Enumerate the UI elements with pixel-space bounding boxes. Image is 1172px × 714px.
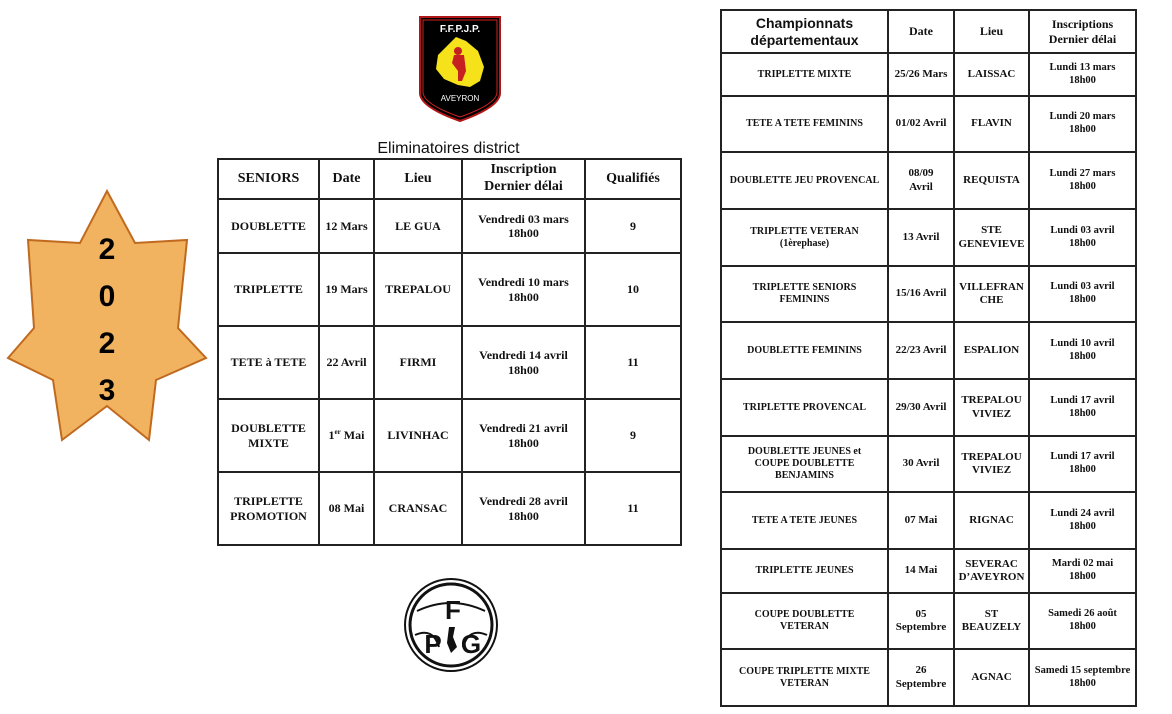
- table-header-row: [218, 159, 681, 199]
- table-row: [218, 326, 681, 399]
- table-row: [721, 549, 1136, 593]
- inscription-cell: Lundi 17 avril 18h00: [1029, 379, 1136, 436]
- svg-text:AVEYRON: AVEYRON: [440, 94, 480, 103]
- inscription-cell: Vendredi 03 mars 18h00: [462, 199, 585, 253]
- date-cell: 08/09 Avril: [888, 152, 954, 209]
- qualifies-cell: 9: [585, 199, 681, 253]
- lieu-cell: ESPALION: [954, 322, 1029, 379]
- date-cell: 1er Mai: [319, 399, 374, 472]
- header-qualifies: Qualifiés: [585, 159, 681, 199]
- lieu-cell: ST BEAUZELY: [954, 593, 1029, 649]
- category-cell: TETE A TETE JEUNES: [721, 492, 888, 549]
- category-cell: TRIPLETTE: [218, 253, 319, 326]
- category-cell: TRIPLETTE PROVENCAL: [721, 379, 888, 436]
- date-cell: 05 Septembre: [888, 593, 954, 649]
- qualifies-cell: 10: [585, 253, 681, 326]
- date-cell: 07 Mai: [888, 492, 954, 549]
- lieu-cell: SEVERAC D’AVEYRON: [954, 549, 1029, 593]
- category-cell: TRIPLETTE PROMOTION: [218, 472, 319, 545]
- lieu-cell: TREPALOU: [374, 253, 462, 326]
- header-seniors: SENIORS: [218, 159, 319, 199]
- date-cell: 22/23 Avril: [888, 322, 954, 379]
- table-row: [721, 152, 1136, 209]
- year-digit: 3: [98, 374, 116, 407]
- qualifies-cell: 9: [585, 399, 681, 472]
- inscription-cell: Lundi 03 avril 18h00: [1029, 266, 1136, 322]
- inscription-cell: Lundi 17 avril 18h00: [1029, 436, 1136, 492]
- year-digit: 0: [98, 280, 116, 313]
- lieu-cell: FIRMI: [374, 326, 462, 399]
- inscription-cell: Lundi 27 mars 18h00: [1029, 152, 1136, 209]
- category-cell: TRIPLETTE VETERAN (1èrephase): [721, 209, 888, 266]
- inscription-cell: Samedi 26 août 18h00: [1029, 593, 1136, 649]
- championnats-table: [720, 9, 1137, 707]
- lieu-cell: FLAVIN: [954, 96, 1029, 152]
- inscription-cell: Lundi 10 avril 18h00: [1029, 322, 1136, 379]
- category-cell: DOUBLETTE JEU PROVENCAL: [721, 152, 888, 209]
- inscription-cell: Lundi 03 avril 18h00: [1029, 209, 1136, 266]
- header-lieu: Lieu: [374, 159, 462, 199]
- date-cell: 13 Avril: [888, 209, 954, 266]
- header-inscriptions: Inscriptions Dernier délai: [1029, 10, 1136, 53]
- date-cell: 29/30 Avril: [888, 379, 954, 436]
- category-cell: DOUBLETTE: [218, 199, 319, 253]
- table-header-row: [721, 10, 1136, 53]
- category-cell: TETE à TETE: [218, 326, 319, 399]
- header-inscription: Inscription Dernier délai: [462, 159, 585, 199]
- lieu-cell: TREPALOU VIVIEZ: [954, 379, 1029, 436]
- svg-text:F.F.P.J.P.: F.F.P.J.P.: [439, 24, 481, 35]
- lieu-cell: RIGNAC: [954, 492, 1029, 549]
- lieu-cell: AGNAC: [954, 649, 1029, 706]
- year-star-badge: [6, 188, 208, 443]
- inscription-cell: Vendredi 14 avril 18h00: [462, 326, 585, 399]
- lieu-cell: CRANSAC: [374, 472, 462, 545]
- inscription-cell: Lundi 24 avril 18h00: [1029, 492, 1136, 549]
- lieu-cell: LIVINHAC: [374, 399, 462, 472]
- date-cell: 25/26 Mars: [888, 53, 954, 96]
- table-row: [721, 266, 1136, 322]
- date-cell: 14 Mai: [888, 549, 954, 593]
- table-row: [721, 53, 1136, 96]
- category-cell: TRIPLETTE JEUNES: [721, 549, 888, 593]
- category-cell: COUPE TRIPLETTE MIXTE VETERAN: [721, 649, 888, 706]
- svg-text:F: F: [445, 595, 461, 625]
- lieu-cell: TREPALOU VIVIEZ: [954, 436, 1029, 492]
- table-row: [218, 399, 681, 472]
- inscription-cell: Lundi 13 mars 18h00: [1029, 53, 1136, 96]
- category-cell: DOUBLETTE JEUNES et COUPE DOUBLETTE BENJAMINS: [721, 436, 888, 492]
- table-row: [721, 492, 1136, 549]
- table-row: [721, 322, 1136, 379]
- date-cell: 22 Avril: [319, 326, 374, 399]
- inscription-cell: Lundi 20 mars 18h00: [1029, 96, 1136, 152]
- eliminatoires-table: [217, 158, 682, 546]
- eliminatoires-title: Eliminatoires district: [377, 140, 520, 157]
- date-cell: 26 Septembre: [888, 649, 954, 706]
- inscription-cell: Mardi 02 mai 18h00: [1029, 549, 1136, 593]
- table-row: [218, 472, 681, 545]
- inscription-cell: Vendredi 28 avril 18h00: [462, 472, 585, 545]
- inscription-cell: Vendredi 21 avril 18h00: [462, 399, 585, 472]
- header-date: Date: [319, 159, 374, 199]
- lieu-cell: VILLEFRAN CHE: [954, 266, 1029, 322]
- year-digit: 2: [98, 327, 116, 360]
- table-row: [721, 593, 1136, 649]
- table-row: [721, 209, 1136, 266]
- header-lieu: Lieu: [954, 10, 1029, 53]
- inscription-cell: Samedi 15 septembre 18h00: [1029, 649, 1136, 706]
- lieu-cell: LAISSAC: [954, 53, 1029, 96]
- header-date: Date: [888, 10, 954, 53]
- date-cell: 12 Mars: [319, 199, 374, 253]
- svg-text:G: G: [460, 629, 482, 659]
- category-cell: TRIPLETTE SENIORS FEMININS: [721, 266, 888, 322]
- year-digit: 2: [98, 233, 116, 266]
- qualifies-cell: 11: [585, 472, 681, 545]
- header-championnats: Championnats départementaux: [721, 10, 888, 53]
- fpg-logo: [403, 577, 499, 673]
- date-cell: 19 Mars: [319, 253, 374, 326]
- svg-text:P: P: [424, 629, 442, 659]
- category-cell: TRIPLETTE MIXTE: [721, 53, 888, 96]
- table-row: [721, 649, 1136, 706]
- table-row: [218, 199, 681, 253]
- date-cell: 08 Mai: [319, 472, 374, 545]
- lieu-cell: LE GUA: [374, 199, 462, 253]
- table-row: [721, 436, 1136, 492]
- date-cell: 30 Avril: [888, 436, 954, 492]
- lieu-cell: STE GENEVIEVE: [954, 209, 1029, 266]
- category-cell: DOUBLETTE MIXTE: [218, 399, 319, 472]
- date-cell: 15/16 Avril: [888, 266, 954, 322]
- lieu-cell: REQUISTA: [954, 152, 1029, 209]
- date-cell: 01/02 Avril: [888, 96, 954, 152]
- table-row: [721, 379, 1136, 436]
- table-row: [721, 96, 1136, 152]
- inscription-cell: Vendredi 10 mars 18h00: [462, 253, 585, 326]
- category-cell: DOUBLETTE FEMININS: [721, 322, 888, 379]
- qualifies-cell: 11: [585, 326, 681, 399]
- ffpjp-aveyron-logo: [418, 15, 502, 123]
- category-cell: TETE A TETE FEMININS: [721, 96, 888, 152]
- table-row: [218, 253, 681, 326]
- category-cell: COUPE DOUBLETTE VETERAN: [721, 593, 888, 649]
